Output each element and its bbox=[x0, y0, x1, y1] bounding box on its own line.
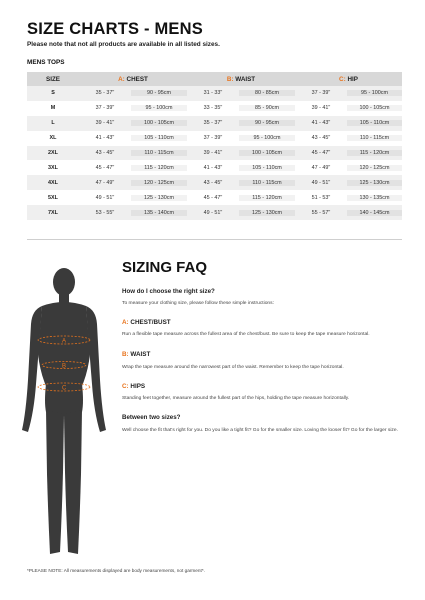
faq-instructions: To measure your clothing size, please follow these simple instructions: bbox=[122, 301, 274, 306]
measure-cell: 115 - 120cm bbox=[239, 195, 295, 201]
measure-cell: 80 - 85cm bbox=[239, 90, 295, 96]
chest-text: Run a flexible tape measure across the fullest area of the chest/bust. Be sure to keep the tape measure horizontal. bbox=[122, 332, 370, 337]
measure-cell: 35 - 37" bbox=[95, 90, 115, 97]
measure-cell: 51 - 53" bbox=[311, 194, 331, 201]
availability-note: Please note that not all products are available in all listed sizes. bbox=[27, 41, 220, 48]
measure-cell: 49 - 51" bbox=[203, 209, 223, 216]
hips-heading-name: HIPS bbox=[130, 383, 146, 390]
size-table bbox=[27, 72, 402, 220]
faq-question-between: Between two sizes? bbox=[122, 414, 181, 421]
measure-cell: 120 - 125cm bbox=[347, 165, 402, 171]
size-cell: XL bbox=[49, 135, 57, 142]
label-c: C bbox=[62, 385, 67, 392]
page-title: SIZE CHARTS - MENS bbox=[27, 20, 203, 38]
size-cell: 2XL bbox=[48, 150, 58, 156]
measure-cell: 37 - 39" bbox=[311, 90, 331, 97]
measure-cell: 135 - 140cm bbox=[131, 210, 187, 216]
measure-cell: 100 - 105cm bbox=[347, 105, 402, 111]
waist-heading-name: WAIST bbox=[130, 351, 151, 358]
measure-cell: 49 - 51" bbox=[311, 179, 331, 186]
measure-cell: 37 - 39" bbox=[203, 135, 223, 142]
chest-label: CHEST bbox=[126, 75, 148, 83]
faq-between-text: Well choose the fit that's right for you. Do you like a tight fit? Go for the smaller size. Loving the looser fit? Go for the larger size. bbox=[122, 428, 398, 433]
table-row bbox=[27, 160, 402, 175]
hips-heading bbox=[122, 383, 145, 390]
measure-cell: 95 - 100cm bbox=[347, 90, 402, 96]
measure-cell: 45 - 47" bbox=[95, 164, 115, 171]
label-a: A bbox=[62, 338, 67, 345]
measure-cell: 49 - 51" bbox=[95, 194, 115, 201]
faq-question-size: How do I choose the right size? bbox=[122, 288, 215, 295]
measure-cell: 39 - 41" bbox=[203, 150, 223, 156]
measure-cell: 55 - 57" bbox=[311, 209, 331, 216]
chest-heading-letter: A: bbox=[122, 319, 129, 326]
size-cell: S bbox=[51, 90, 55, 97]
measure-cell: 125 - 130cm bbox=[347, 180, 402, 186]
size-cell: 4XL bbox=[48, 179, 58, 186]
size-cell: 3XL bbox=[48, 164, 58, 171]
measure-cell: 43 - 45" bbox=[311, 135, 331, 142]
measure-cell: 43 - 45" bbox=[95, 150, 115, 156]
table-row bbox=[27, 205, 402, 220]
waist-label: WAIST bbox=[235, 75, 256, 83]
table-row bbox=[27, 131, 402, 146]
measure-cell: 43 - 45" bbox=[203, 179, 223, 186]
table-body bbox=[27, 86, 402, 220]
table-row bbox=[27, 116, 402, 131]
size-column-header: SIZE bbox=[46, 75, 60, 83]
table-row bbox=[27, 146, 402, 161]
measure-cell: 130 - 135cm bbox=[347, 195, 402, 201]
table-row bbox=[27, 190, 402, 205]
chest-heading bbox=[122, 319, 171, 326]
chest-column-header bbox=[79, 76, 187, 83]
waist-letter: B: bbox=[226, 75, 234, 83]
measure-cell: 125 - 130cm bbox=[131, 195, 187, 201]
measure-cell: 45 - 47" bbox=[311, 150, 331, 156]
hip-label: HIP bbox=[347, 75, 358, 83]
measure-cell: 95 - 100cm bbox=[131, 105, 187, 111]
hips-heading-letter: C: bbox=[122, 383, 129, 390]
measure-cell: 41 - 43" bbox=[203, 164, 223, 171]
hip-letter: C: bbox=[339, 75, 346, 83]
size-cell: M bbox=[50, 105, 56, 112]
measure-cell: 140 - 145cm bbox=[347, 210, 402, 216]
measure-cell: 105 - 110cm bbox=[239, 165, 295, 171]
waist-text: Wrap the tape measure around the narrowest part of the waist. Remember to keep the tape horizontal. bbox=[122, 365, 344, 370]
chest-letter: A: bbox=[118, 75, 125, 83]
measure-cell: 45 - 47" bbox=[203, 194, 223, 201]
chest-heading-name: CHEST/BUST bbox=[130, 319, 171, 326]
faq-title: SIZING FAQ bbox=[122, 259, 208, 276]
measure-cell: 125 - 130cm bbox=[239, 210, 295, 216]
size-cell: 5XL bbox=[48, 194, 58, 201]
measure-cell: 110 - 115cm bbox=[131, 150, 187, 156]
section-divider bbox=[27, 239, 402, 240]
measure-cell: 33 - 35" bbox=[203, 105, 223, 112]
measure-cell: 53 - 55" bbox=[95, 209, 115, 216]
table-row bbox=[27, 101, 402, 116]
footnote: *PLEASE NOTE: All measurements displayed are body measurements, not garment*. bbox=[27, 568, 205, 573]
table-row bbox=[27, 175, 402, 190]
table-header bbox=[27, 72, 402, 86]
measure-cell: 47 - 49" bbox=[311, 164, 331, 171]
measure-cell: 115 - 120cm bbox=[347, 150, 402, 156]
measure-cell: 90 - 95cm bbox=[239, 120, 295, 126]
waist-heading-letter: B: bbox=[122, 351, 129, 358]
measure-cell: 90 - 95cm bbox=[131, 90, 187, 96]
measure-cell: 41 - 43" bbox=[311, 120, 331, 127]
label-b: B bbox=[62, 363, 67, 370]
measure-cell: 41 - 43" bbox=[95, 135, 115, 142]
measure-cell: 120 - 125cm bbox=[131, 180, 187, 186]
measure-cell: 115 - 120cm bbox=[131, 165, 187, 171]
body-figure bbox=[14, 262, 114, 567]
size-cell: L bbox=[51, 120, 55, 127]
measure-cell: 31 - 33" bbox=[203, 90, 223, 97]
measure-cell: 85 - 90cm bbox=[239, 105, 295, 111]
section-label: MENS TOPS bbox=[27, 59, 65, 66]
hips-text: Standing feet together, measure around the fullest part of the hips, holding the tape measure horizontally. bbox=[122, 396, 350, 401]
table-row bbox=[27, 86, 402, 101]
measure-cell: 39 - 41" bbox=[95, 120, 115, 127]
hip-column-header bbox=[295, 76, 402, 83]
measure-cell: 110 - 115cm bbox=[347, 135, 402, 141]
measure-cell: 37 - 39" bbox=[95, 105, 115, 112]
size-cell: 7XL bbox=[48, 209, 58, 216]
measure-cell: 47 - 49" bbox=[95, 179, 115, 186]
measure-cell: 100 - 105cm bbox=[131, 120, 187, 126]
measure-cell: 35 - 37" bbox=[203, 120, 223, 127]
measure-cell: 105 - 110cm bbox=[131, 135, 187, 141]
measure-cell: 110 - 115cm bbox=[239, 180, 295, 186]
waist-heading bbox=[122, 351, 150, 358]
measure-cell: 105 - 110cm bbox=[347, 120, 402, 126]
measure-cell: 95 - 100cm bbox=[239, 135, 295, 141]
measure-cell: 100 - 105cm bbox=[239, 150, 295, 156]
measure-cell: 39 - 41" bbox=[311, 105, 331, 112]
waist-column-header bbox=[187, 76, 295, 83]
